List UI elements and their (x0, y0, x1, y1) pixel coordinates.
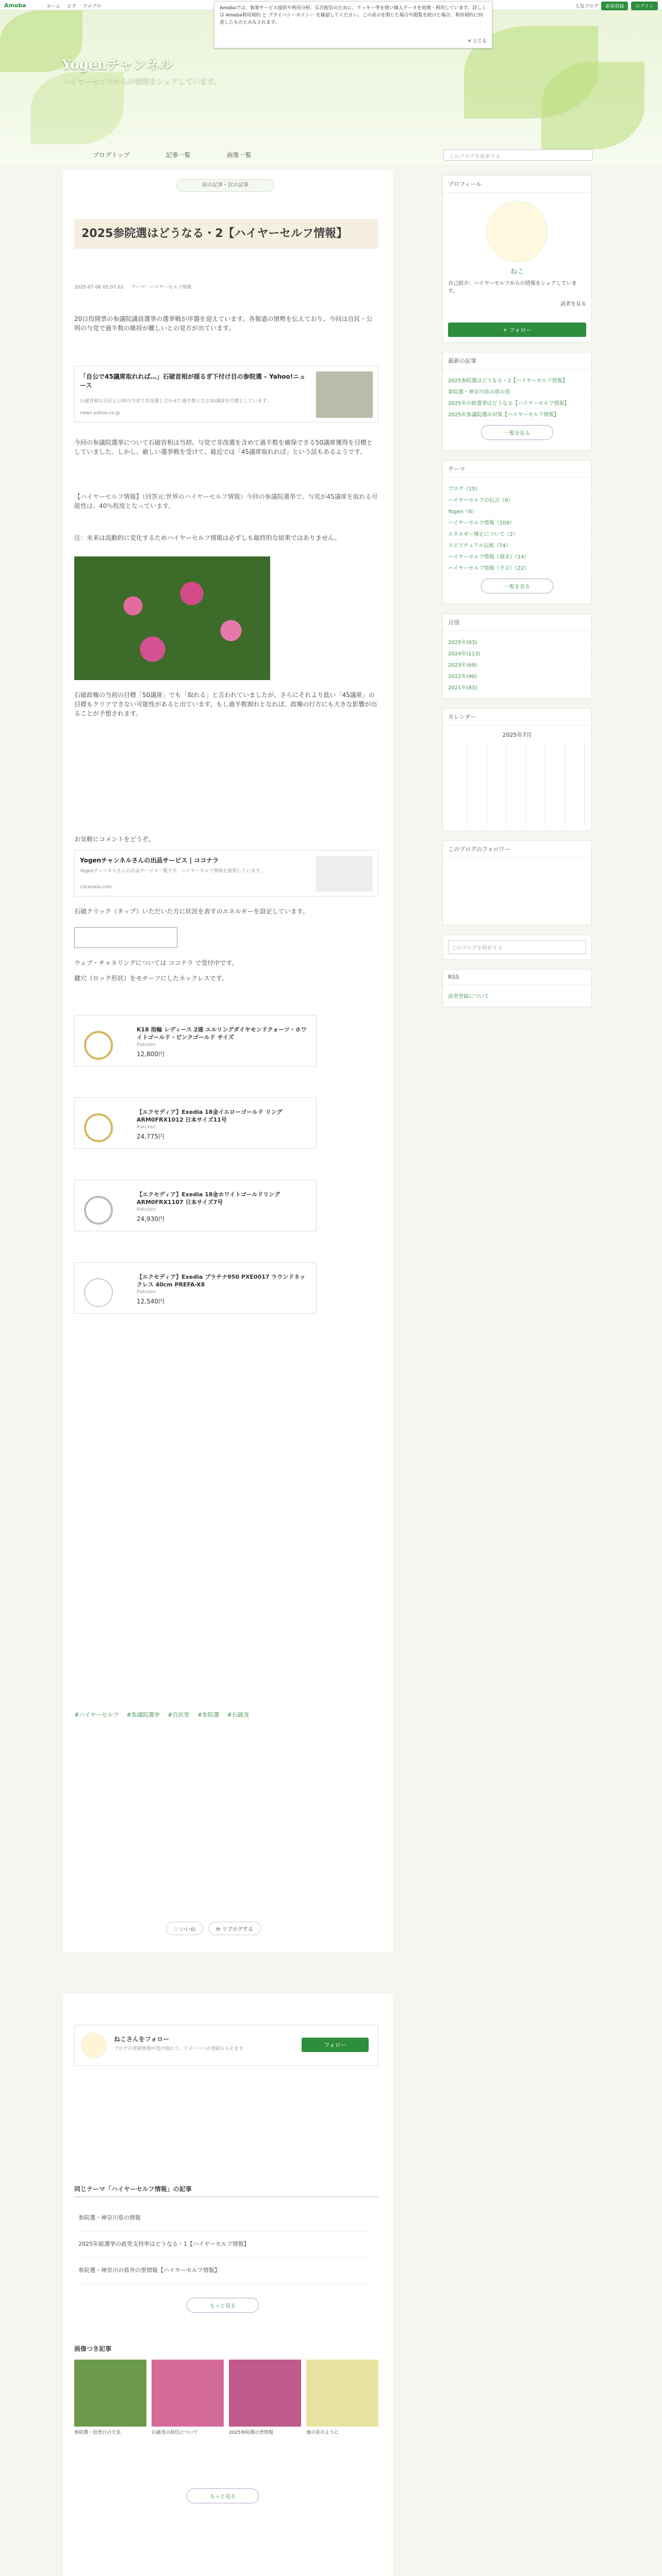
recent-panel (442, 352, 592, 451)
side-follow-button[interactable]: + フォロー (448, 323, 586, 337)
hashtag[interactable]: #参議院選挙 (126, 1711, 160, 1718)
product-shop: Rakuten (137, 1042, 156, 1047)
product-card[interactable] (74, 1262, 317, 1314)
card-news-title: 「自公で45議席取れれば…」石破首相が揺るぎ下付け目の参院選 – Yahoo!ニュース (80, 373, 306, 389)
card-news-site: news.yahoo.co.jp (80, 411, 120, 416)
reblog-button[interactable]: ⟳ リブログする (208, 1922, 261, 1935)
top-menu-pigg[interactable]: ピグ (67, 4, 76, 9)
recent-more-button[interactable]: 一覧を見る (481, 425, 553, 440)
hashtag-list (74, 1710, 378, 1719)
followers-heading: このブログのフォロワー (443, 841, 591, 858)
cookie-close-button[interactable]: × とじる (467, 39, 487, 44)
ring-intro: 鍵穴（ロック形状）をモチーフにしたネックレスです。 (74, 975, 228, 982)
global-nav (62, 148, 433, 161)
article-date: 2025-07-06 05:07:02 (74, 285, 124, 290)
ring-image (84, 1031, 113, 1060)
product-card[interactable] (74, 1015, 317, 1066)
theme-item[interactable]: スピリチュアル伝統（74） (448, 539, 586, 551)
top-menu-home[interactable]: ホーム (46, 4, 61, 9)
like-button[interactable]: ♡ いいね (166, 1922, 203, 1935)
calendar-heading: カレンダー (443, 708, 591, 725)
signup-button[interactable]: 新規登録 (601, 2, 628, 10)
popular-item[interactable]: 参院選・投票日の天気 (74, 2360, 146, 2463)
profile-panel (442, 175, 592, 343)
popular-image (229, 2360, 301, 2427)
popular-item[interactable]: 2025参院選の票情報 (229, 2360, 301, 2463)
popular-grid (74, 2360, 378, 2463)
top-menu (46, 3, 106, 9)
related-item[interactable]: 2025年総選挙の政党支持率はどうなる・1【ハイヤーセルフ情報】 (78, 2231, 367, 2258)
follow-title: ねこさんをフォロー (114, 2036, 170, 2043)
followers-panel (442, 840, 592, 925)
product-price: 24,775円 (137, 1133, 164, 1140)
blog-subtitle: ハイヤーセルフからの情報をシェアしています。 (63, 77, 221, 86)
ameba-logo[interactable]: Ameba (4, 2, 26, 9)
main-column (63, 170, 393, 1953)
popular-image (152, 2360, 224, 2427)
archive-item[interactable]: 2022年(90) (448, 670, 586, 682)
recent-heading: 最新の記事 (443, 352, 591, 369)
article-meta (74, 283, 378, 290)
article-title[interactable]: 2025参院選はどうなる・2【ハイヤーセルフ情報】 (74, 219, 378, 249)
popular-more-button[interactable]: もっと見る (187, 2488, 259, 2503)
card-news-desc: 石破首相は自民と公明の与党で非改選と合わせた過半数となる50議席を目標としています。 (80, 399, 271, 404)
archive-item[interactable]: 2025年(93) (448, 636, 586, 648)
product-name: 【エクセディア】Exedia 18金イエローゴールド リング ARM0FRX1012 日本サイズ11号 (137, 1109, 283, 1123)
recent-item[interactable]: 2025参院選はどうなる・2【ハイヤーセルフ情報】 (448, 375, 586, 386)
related-more-button[interactable]: もっと見る (187, 2298, 259, 2313)
product-shop: Rakuten (137, 1125, 156, 1130)
rss-panel (442, 969, 592, 1007)
heart-icon: ♡ (174, 1927, 180, 1933)
theme-item[interactable]: エネルギー修正について（2） (448, 528, 586, 539)
theme-item[interactable]: ハイヤーセルフ情報（109） (448, 517, 586, 528)
product-price: 12,800円 (137, 1050, 164, 1058)
blog-title[interactable]: Yogenチャンネル (62, 57, 173, 73)
para-8: ウェブ・チャネリングについては ココナラ で受付中です。 (74, 959, 238, 967)
ring-image (84, 1113, 113, 1142)
para-2: 今回の参議院選挙について石破首相は当初、与党で非改選を含めて過半数を確保できる50議席獲得を目標としていました。しかし、厳しい選挙戦を受けて、最近では「45議席取れれば」という話もあるようです。 (74, 439, 373, 455)
nav-entries[interactable]: 記事一覧 (166, 151, 191, 159)
profile-name[interactable]: ねこ (510, 268, 524, 276)
product-price: 12,540円 (137, 1298, 164, 1305)
nav-blog-top[interactable]: ブログトップ (93, 151, 130, 159)
card-coconala-title: Yogenチャンネルさんの出品サービス | ココナラ (80, 857, 219, 864)
related-title: 同じテーマ「ハイヤーセルフ情報」の記事 (74, 2184, 378, 2197)
card-news-thumbnail (316, 371, 373, 418)
related-item[interactable]: 参院選・神奈川県の情報 (78, 2205, 367, 2231)
calendar-panel (442, 708, 592, 831)
popular-image (74, 2360, 146, 2427)
theme-item[interactable]: ハイヤーセルフ情報（週末）（14） (448, 551, 586, 562)
para-7: 石破クリック（タップ）いただいた方に状況を表すのエネルギーを設定しています。 (74, 908, 309, 915)
popular-item[interactable]: 連の花のように (306, 2360, 378, 2463)
top-right (575, 2, 658, 10)
hashtag[interactable]: #自民党 (168, 1711, 190, 1718)
card-coconala-site: coconala.com (80, 885, 112, 890)
rss-heading: RSS (443, 970, 591, 985)
sidebar (442, 175, 592, 1016)
spiritual-banner[interactable] (74, 927, 177, 948)
archive-item[interactable]: 2021年(83) (448, 682, 586, 693)
calendar-month: 2025年7月 (502, 732, 532, 738)
recent-item[interactable]: 2025年参議院選の対策【ハイヤーセルフ情報】 (448, 409, 586, 420)
popular-image (306, 2360, 378, 2427)
para-1: 20日投開票の参議院議員選挙の選挙戦が序盤を迎えています。各報道の情勢を伝えており、今回は自民・公明の与党で過半数の維持が難しいとの見方が出ています。 (74, 315, 373, 332)
nav-images[interactable]: 画像一覧 (226, 151, 252, 159)
hashtag[interactable]: #ハイヤーセルフ (74, 1711, 119, 1718)
follow-desc: ブログの更新情報が受け取れて、アメーバへの登録もらえます (114, 2046, 243, 2052)
follow-box (74, 2025, 378, 2066)
product-name: 【エクセディア】Exedia 18金ホワイトゴールドリング ARM0FRX1107 日本サイズ7号 (137, 1191, 280, 1206)
calendar-grid[interactable] (448, 743, 586, 825)
cookie-notice (214, 1, 492, 48)
profile-avatar[interactable] (486, 201, 548, 263)
side-search-input[interactable]: このブログを検索する (448, 940, 586, 954)
header-search-input[interactable]: このブログを検索する (443, 149, 593, 161)
flower-image (74, 556, 270, 680)
link-card-news[interactable] (74, 366, 378, 422)
archive-heading: 月別 (443, 614, 591, 631)
hashtag[interactable]: #参院選 (197, 1711, 220, 1718)
product-price: 24,930円 (137, 1215, 164, 1223)
profile-desc: 自己紹介：ハイヤーセルフからの情報をシェアしています。 (448, 281, 577, 294)
themes-panel (442, 460, 592, 604)
popular-title: 画像つき記事 (74, 2345, 112, 2352)
archive-item[interactable]: 2023年(69) (448, 659, 586, 670)
lower-main (63, 1994, 393, 2576)
follow-button[interactable]: フォロー (302, 2038, 369, 2052)
link-card-coconala[interactable] (74, 850, 378, 896)
top-menu-ameblo[interactable]: アメブロ (82, 4, 102, 9)
para-5: 石破政権の当初の目標「50議席」でも「取れる」と言われていましたが、さらにそれより低い「45議席」の目標もクリアできない可能性があると出ています。もし過半数割れとなれば、政権の行方にも大きな影響が出ることが予想されます。 (74, 691, 377, 717)
para-6: お気軽にコメントをどうぞ。 (74, 836, 155, 843)
theme-item[interactable]: Yogen（6） (448, 505, 586, 517)
para-3: 【ハイヤーセルフ情報】（回答元:世界のハイヤーセルフ情報）今回の参議院選挙で、与党が45議席を取れる可能性は、40％程度となっています。 (74, 493, 378, 510)
necklace-image (84, 1278, 113, 1307)
para-4: 注：未来は流動的に変化するためハイヤーセルフ情報は必ずしも最終的な結果ではありません。 (74, 534, 341, 541)
side-search-panel (442, 935, 592, 960)
article-theme[interactable]: テーマ：ハイヤーセルフ情報 (131, 285, 192, 290)
hashtag[interactable]: #石破茂 (227, 1711, 249, 1718)
avatar (81, 2032, 107, 2058)
recent-item[interactable]: 2025年の総選挙はどうなる【ハイヤーセルフ情報】 (448, 397, 586, 409)
theme-item[interactable]: ハイヤーセルフ情報（予言）（22） (448, 562, 586, 573)
reblog-icon: ⟳ (216, 1927, 222, 1933)
reaction-bar (166, 1922, 290, 1935)
rss-link[interactable]: 読者登録について (448, 990, 586, 1002)
theme-item[interactable]: ブログ（15） (448, 483, 586, 494)
top-link-popular[interactable]: 人気ブログ (575, 4, 599, 9)
related-item[interactable]: 参院選・神奈川の県外の票情報【ハイヤーセルフ情報】 (78, 2258, 367, 2284)
popular-item[interactable]: 石破茂の辞任について (152, 2360, 224, 2463)
product-shop: Rakuten (137, 1207, 156, 1212)
ring-image (84, 1196, 113, 1225)
themes-more-button[interactable]: 一覧を見る (481, 579, 553, 594)
profile-heading: プロフィール (443, 176, 591, 193)
product-card[interactable] (74, 1097, 317, 1149)
related-list (78, 2205, 367, 2284)
themes-heading: テーマ (443, 461, 591, 478)
card-coconala-thumbnail (316, 856, 373, 892)
product-card[interactable] (74, 1180, 317, 1231)
archive-item[interactable]: 2024年(113) (448, 648, 586, 659)
card-coconala-desc: Yogenチャンネルさんの出品サービス一覧です。ハイヤーセルフ情報を提供しています。 (80, 869, 264, 874)
product-name: 【エクセディア】Exedia プラチナ950 PXE0017 ラウンドネックレス 40cm PREFA-X8 (137, 1274, 306, 1288)
prev-next-link[interactable]: 前の記事・次の記事 (176, 179, 274, 192)
product-shop: Rakuten (137, 1290, 156, 1295)
archive-panel (442, 614, 592, 699)
login-button[interactable]: ログイン (631, 2, 658, 10)
product-name: K18 指輪 レディース 2連 エルリングダイヤモンドクォーツ・ホワイトゴールド・ピンクゴールド サイズ (137, 1026, 307, 1041)
recent-item[interactable]: 参院選・神奈川県の票の票 (448, 386, 586, 397)
profile-more-link[interactable]: 読者を見る (560, 301, 586, 307)
theme-item[interactable]: ハイヤーセルフの伝言（9） (448, 494, 586, 505)
cookie-notice-text: Amebaでは、執筆サービス提供や利用分析、広告配信のために、クッキー等を使い個人データを処理・利用しています。詳しくは Ameba利用規約 と プライバシーポリシー を確認してください。この表示を閉じた場合や閲覧を続けた場合、利用規約に同意したものとみなされます。 (220, 6, 486, 25)
